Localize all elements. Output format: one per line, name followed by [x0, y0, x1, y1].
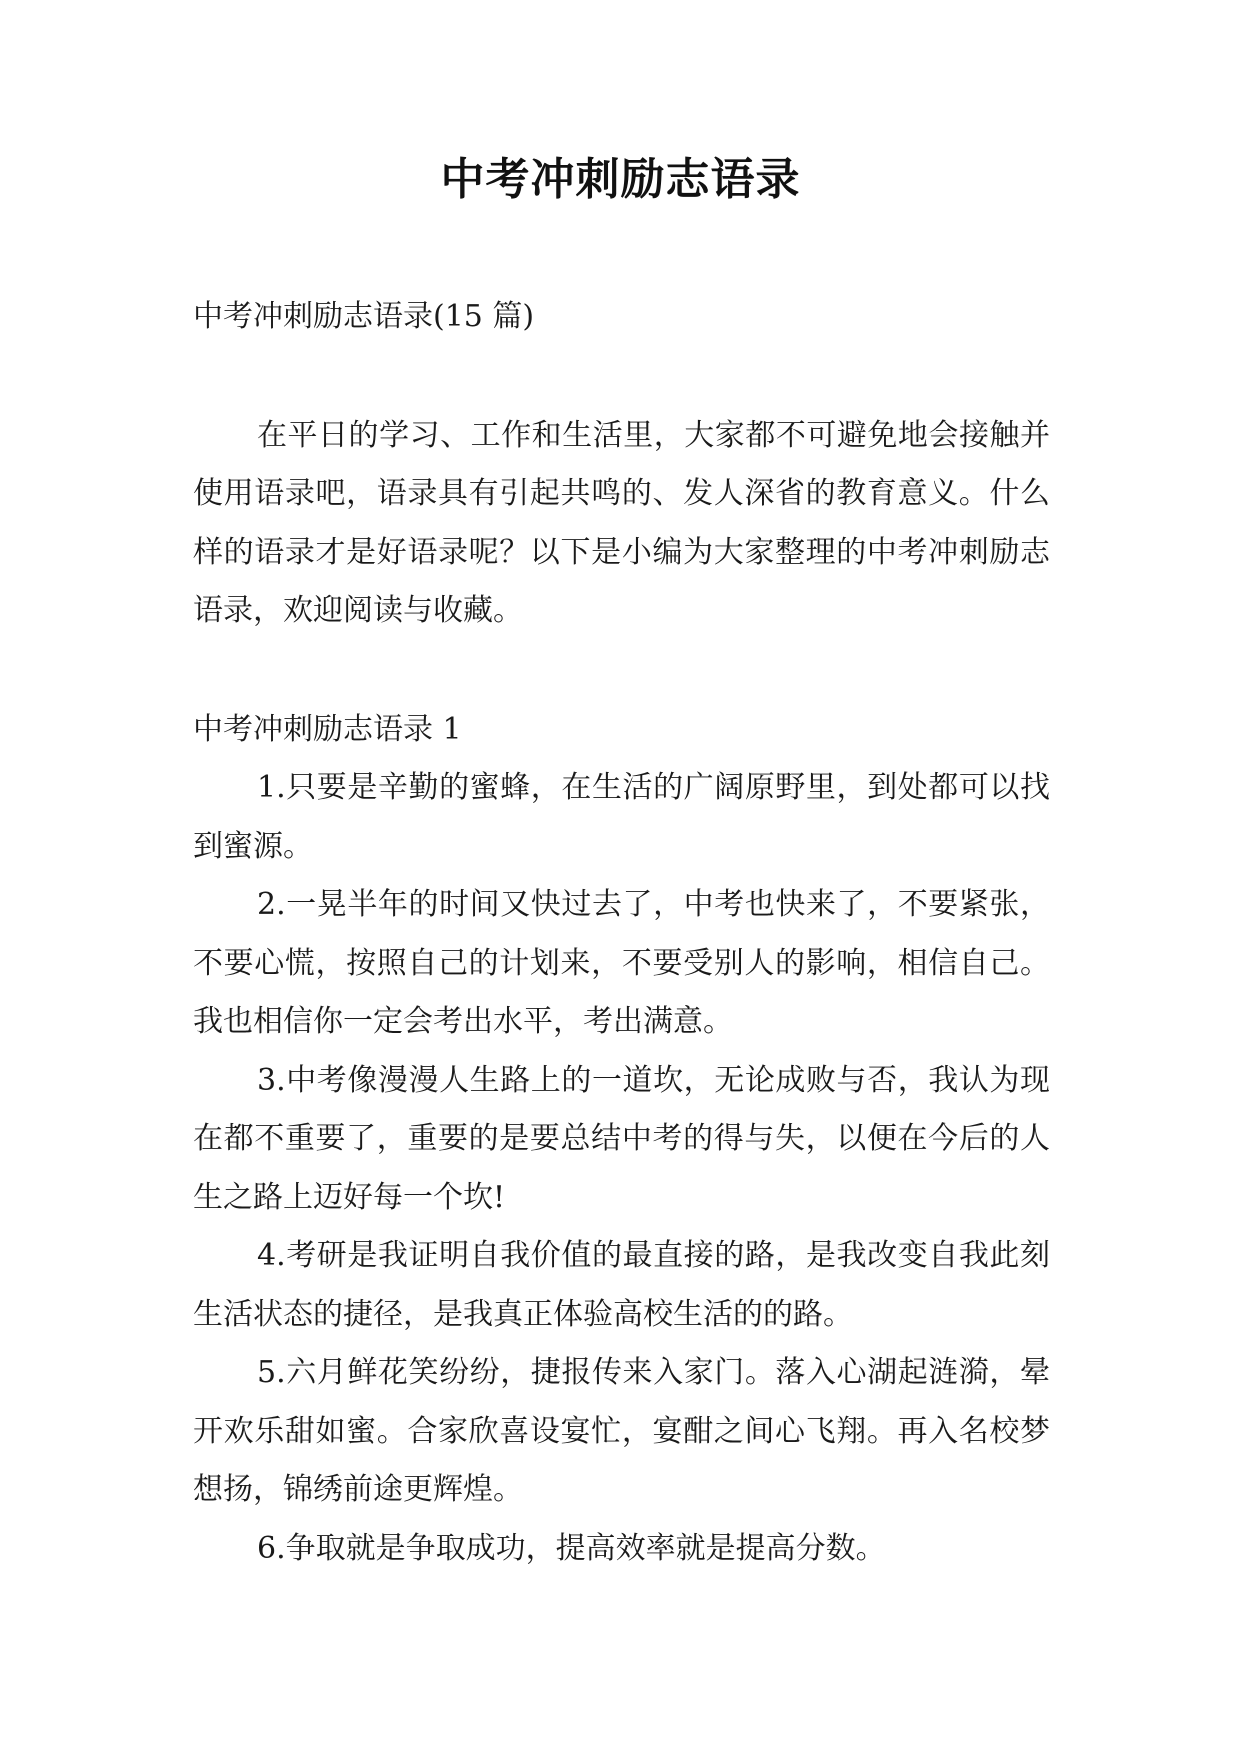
quote-item-3: 3.中考像漫漫人生路上的一道坎，无论成败与否，我认为现在都不重要了，重要的是要总结中考的得与失，以便在今后的人生之路上迈好每一个坎! — [193, 1062, 1050, 1215]
quote-item-5: 5.六月鲜花笑纷纷，捷报传来入家门。落入心湖起涟漪，晕开欢乐甜如蜜。合家欣喜设宴忙，宴酣之间心飞翔。再入名校梦想扬，锦绣前途更辉煌。 — [193, 1355, 1050, 1507]
quote-item-1: 1.只要是辛勤的蜜蜂，在生活的广阔原野里，到处都可以找到蜜源。 — [193, 770, 1050, 864]
document-body — [193, 288, 1050, 1578]
document-title: 中考冲刺励志语录 — [440, 154, 801, 205]
quote-item-6: 6.争取就是争取成功，提高效率就是提高分数。 — [257, 1530, 886, 1566]
quote-item-2: 2.一晃半年的时间又快过去了，中考也快来了，不要紧张，不要心慌，按照自己的计划来，不要受别人的影响，相信自己。我也相信你一定会考出水平，考出满意。 — [193, 887, 1050, 1039]
intro-paragraph: 在平日的学习、工作和生活里，大家都不可避免地会接触并使用语录吧，语录具有引起共鸣的、发人深省的教育意义。什么样的语录才是好语录呢？以下是小编为大家整理的中考冲刺励志语录，欢迎阅读与收藏。 — [193, 417, 1050, 628]
section-heading: 中考冲刺励志语录 1 — [193, 711, 462, 747]
quote-item-4: 4.考研是我证明自我价值的最直接的路，是我改变自我此刻生活状态的捷径，是我真正体验高校生活的的路。 — [193, 1238, 1050, 1332]
document-subtitle: 中考冲刺励志语录(15 篇) — [193, 299, 535, 334]
